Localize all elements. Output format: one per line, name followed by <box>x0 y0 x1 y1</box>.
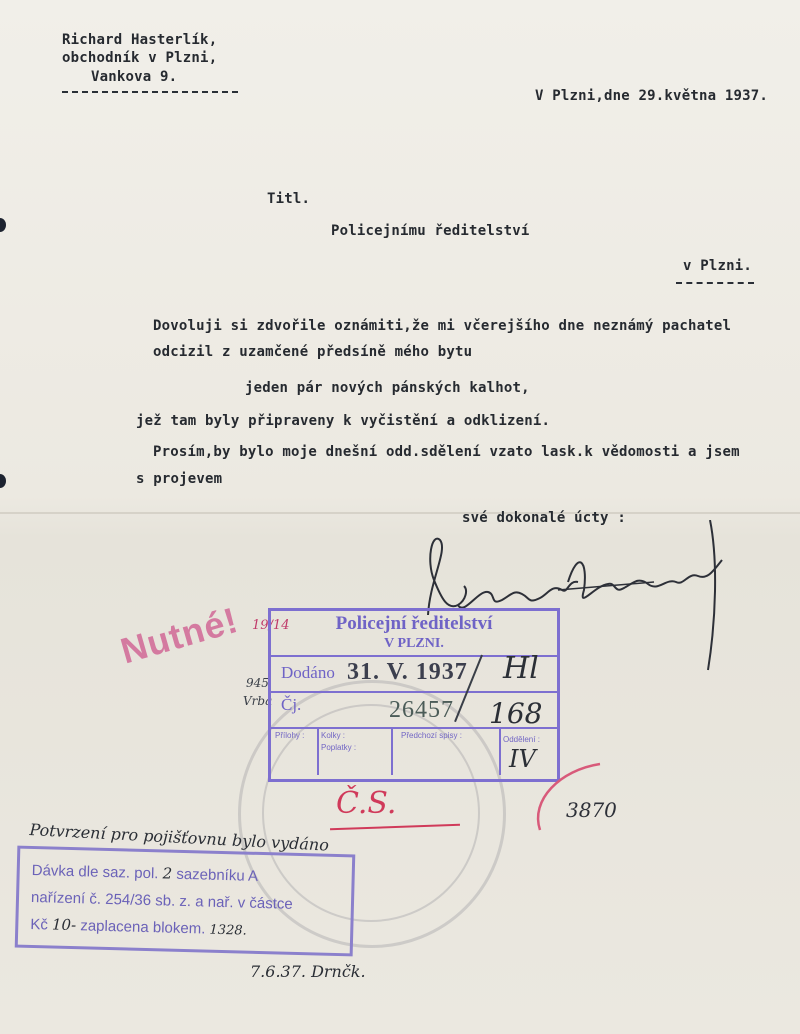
footer-handwriting: 7.6.37. Drnčk. <box>250 962 366 981</box>
stamp-cj-label: Čj. <box>281 695 302 714</box>
fee-line1-a: Dávka dle saz. pol. <box>31 861 159 883</box>
body-line: s projevem <box>136 471 223 487</box>
closing-line: své dokonalé úcty : <box>462 510 626 526</box>
sender-address: Vankova 9. <box>91 69 178 85</box>
urgent-stamp: Nutné! <box>116 598 243 672</box>
stamp-hand-dept: IV <box>509 745 536 773</box>
body-line: jež tam byly připraveny k vyčistění a odklizení. <box>136 413 551 429</box>
stamp-subtitle: V PLZNI. <box>384 636 444 651</box>
stamp-cell-label: Kolky : <box>321 731 346 740</box>
fee-stamp <box>15 846 356 957</box>
stamp-hand-initials: Hl <box>503 651 539 686</box>
body-line: jeden pár nových pánských kalhot, <box>245 380 530 396</box>
margin-note: 945 <box>246 676 269 690</box>
stamp-cell-label: Předchozí spisy : <box>401 731 462 740</box>
fee-line3-a: Kč <box>30 915 49 934</box>
margin-note: Vrba <box>243 694 273 708</box>
salutation: Titl. <box>267 191 311 207</box>
fee-line3-b: zaplacena blokem. <box>80 917 206 938</box>
fee-line3-hand2: 1328. <box>209 922 247 939</box>
police-stamp <box>268 608 560 782</box>
body-line: Dovoluji si zdvořile oznámiti,že mi včerejšího dne neznámý pachatel <box>153 318 732 334</box>
sender-occupation: obchodník v Plzni, <box>62 50 218 66</box>
cs-note: Č.S. <box>336 786 397 821</box>
fee-line1-hand: 2 <box>162 864 173 883</box>
city-underline <box>676 282 754 284</box>
recipient-office: Policejnímu ředitelství <box>331 223 530 239</box>
fee-line2: nařízení č. 254/36 sb. z. a nař. v částce <box>30 888 293 913</box>
punch-hole <box>0 218 6 232</box>
fee-hand-heading: Potvrzení pro pojišťovnu bylo vydáno <box>29 820 330 855</box>
stamp-number: 26457 <box>389 697 454 723</box>
stamp-dodano-label: Dodáno <box>281 663 335 682</box>
stamp-title: Policejní ředitelství <box>335 613 493 634</box>
fee-line1-b: sazebníku A <box>176 865 259 885</box>
recipient-city: v Plzni. <box>683 258 753 274</box>
body-line: Prosím,by bylo moje dnešní odd.sdělení vzato lask.k vědomosti a jsem <box>153 444 740 460</box>
sender-name: Richard Hasterlík, <box>62 32 218 48</box>
stamp-cell-label: Oddělení : <box>503 735 540 744</box>
stamp-date: 31. V. 1937 <box>347 659 468 685</box>
paper-fold <box>0 512 800 514</box>
sender-underline <box>62 91 238 93</box>
stamp-cell-label: Poplatky : <box>321 743 357 752</box>
margin-note: 19/14 <box>252 618 290 633</box>
number-note: 3870 <box>566 798 617 822</box>
stamp-hand-number: 168 <box>489 697 543 730</box>
body-line: odcizil z uzamčené předsíně mého bytu <box>153 344 473 360</box>
stamp-cell-label: Přílohy : <box>275 731 305 740</box>
date-line: V Plzni,dne 29.května 1937. <box>535 88 768 104</box>
punch-hole <box>0 474 6 488</box>
fee-line3-hand: 10- <box>51 915 77 935</box>
